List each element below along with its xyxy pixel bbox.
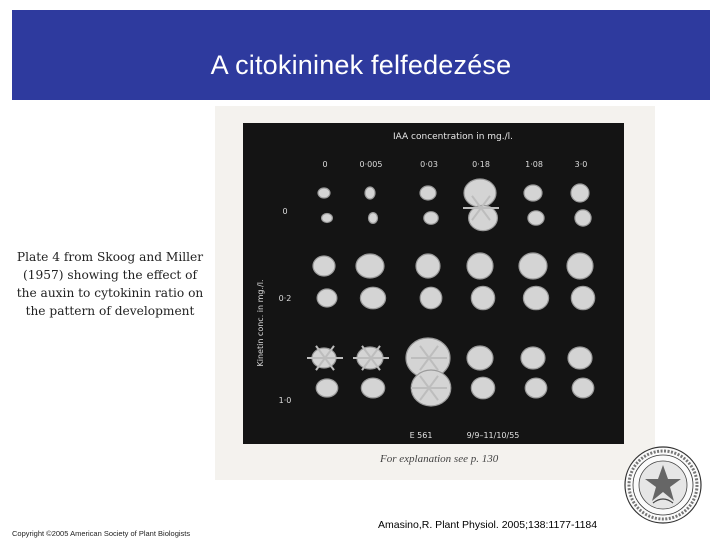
kinetin-value-0: 0 [282, 207, 288, 216]
tissue-sample [528, 211, 544, 225]
iaa-value-5: 3·0 [574, 160, 588, 169]
tissue-sample [521, 347, 545, 369]
tissue-sample [471, 377, 494, 399]
explanation-note: For explanation see p. 130 [380, 453, 499, 465]
tissue-sample [313, 256, 335, 276]
tissue-sample [322, 214, 333, 223]
iaa-value-2: 0·03 [420, 160, 438, 169]
tissue-sample [571, 184, 589, 202]
tissue-sample [572, 378, 594, 398]
tissue-sample [356, 254, 384, 278]
figure-caption: Plate 4 from Skoog and Miller (1957) showing the effect of the auxin to cytokinin ratio on the pattern of development [16, 250, 204, 318]
seal-icon [623, 445, 703, 525]
tissue-sample [424, 212, 438, 225]
tissue-sample [471, 286, 494, 309]
tissue-sample [525, 378, 547, 398]
copyright-notice: Copyright ©2005 American Society of Plant Biologists [12, 529, 191, 538]
tissue-sample [467, 346, 493, 370]
tissue-sample [467, 253, 493, 279]
tissue-sample [524, 185, 542, 201]
tissue-sample [519, 253, 547, 279]
tissue-sample [523, 286, 548, 309]
slide-title: A citokininek felfedezése [210, 50, 512, 80]
plate-photo-svg [243, 123, 624, 444]
tissue-sample [420, 287, 442, 309]
iaa-value-3: 0·18 [472, 160, 490, 169]
kinetin-axis-label: Kinetin conc. in mg./l. [256, 279, 265, 367]
tissue-sample [420, 186, 436, 200]
title-bar [12, 10, 710, 100]
tissue-sample [571, 286, 594, 309]
tissue-sample [568, 347, 592, 369]
tissue-sample [369, 213, 378, 224]
kinetin-value-2: 1·0 [278, 396, 292, 405]
plate-dates: 9/9–11/10/55 [466, 431, 520, 440]
iaa-axis-label: IAA concentration in mg./l. [392, 132, 514, 142]
tissue-samples [307, 179, 595, 406]
tissue-sample [464, 179, 496, 207]
plate-photograph [243, 123, 624, 444]
tissue-sample [365, 187, 375, 199]
tissue-sample [316, 379, 338, 397]
iaa-value-4: 1·08 [525, 160, 543, 169]
society-seal-logo [623, 445, 703, 525]
iaa-value-0: 0 [322, 160, 328, 169]
plate-code: E 561 [409, 431, 433, 440]
tissue-sample [575, 210, 591, 226]
tissue-sample [361, 378, 384, 398]
citation: Amasino,R. Plant Physiol. 2005;138:1177-1184 [378, 519, 598, 531]
tissue-sample [317, 289, 337, 307]
iaa-value-1: 0·005 [359, 160, 383, 169]
kinetin-value-1: 0·2 [278, 294, 292, 303]
tissue-sample [360, 287, 385, 309]
tissue-sample [416, 254, 440, 278]
tissue-sample [318, 188, 330, 198]
tissue-sample [567, 253, 593, 279]
